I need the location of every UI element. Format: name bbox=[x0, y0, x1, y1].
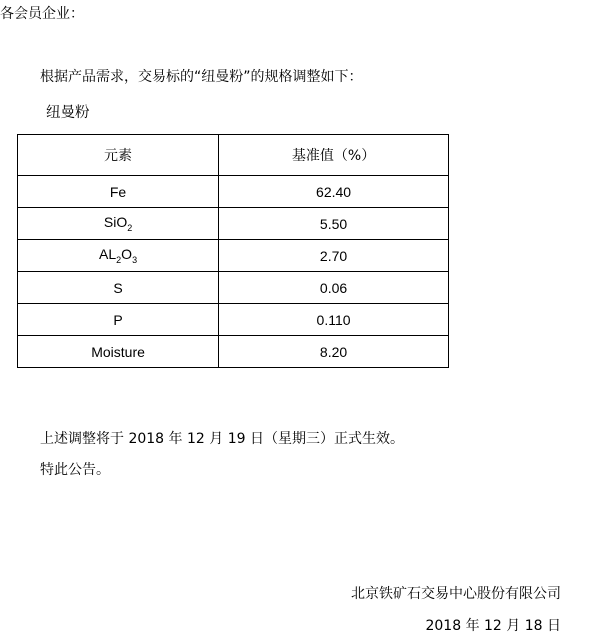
issue-date: 2018 年 12 月 18 日 bbox=[425, 618, 561, 634]
greeting: 各会员企业： bbox=[0, 6, 84, 22]
value-cell: 0.06 bbox=[219, 272, 449, 304]
header-base-value: 基准值（%） bbox=[219, 135, 449, 176]
table-caption: 纽曼粉 bbox=[46, 105, 90, 121]
element-cell: Fe bbox=[18, 176, 219, 208]
value-cell: 62.40 bbox=[219, 176, 449, 208]
intro-paragraph: 根据产品需求，交易标的“纽曼粉”的规格调整如下： bbox=[40, 69, 363, 85]
effective-date-paragraph: 上述调整将于 2018 年 12 月 19 日（星期三）正式生效。 bbox=[40, 431, 404, 447]
header-element: 元素 bbox=[18, 135, 219, 176]
table-row bbox=[18, 304, 449, 336]
element-cell: SiO$_2$ bbox=[18, 208, 219, 240]
table-row bbox=[18, 208, 449, 240]
element-cell: $AL_2O_3$ bbox=[18, 240, 219, 272]
table-row bbox=[18, 336, 449, 368]
spec-table bbox=[17, 134, 449, 368]
table-header-row bbox=[18, 135, 449, 176]
value-cell: 2.70 bbox=[219, 240, 449, 272]
element-cell: S bbox=[18, 272, 219, 304]
value-cell: 0.110 bbox=[219, 304, 449, 336]
issuer-name: 北京铁矿石交易中心股份有限公司 bbox=[351, 586, 561, 602]
table-row bbox=[18, 176, 449, 208]
closing-line: 特此公告。 bbox=[40, 462, 110, 478]
value-cell: 5.50 bbox=[219, 208, 449, 240]
element-cell: Moisture bbox=[18, 336, 219, 368]
value-cell: 8.20 bbox=[219, 336, 449, 368]
table-row bbox=[18, 272, 449, 304]
element-cell: P bbox=[18, 304, 219, 336]
table-row bbox=[18, 240, 449, 272]
